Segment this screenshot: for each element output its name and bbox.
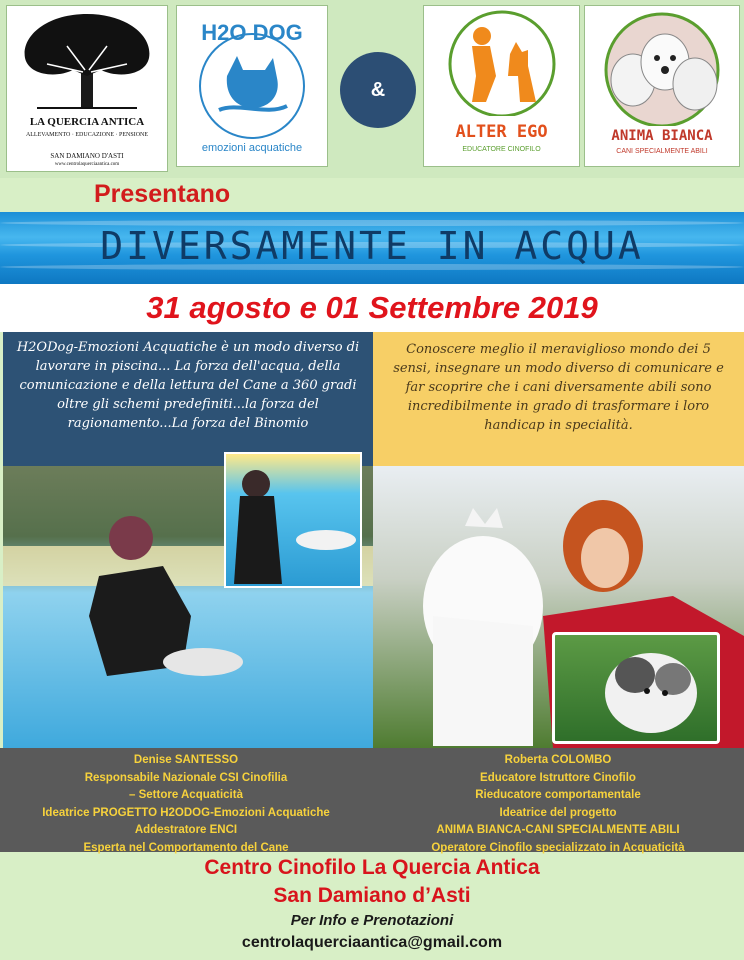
center-town: San Damiano d’Asti: [273, 884, 471, 907]
ampersand-badge: &: [340, 52, 416, 128]
credits-denise: [0, 752, 372, 857]
credit-line: Esperta nel Comportamento del Cane: [83, 841, 289, 854]
h2odog-description: H2ODog-Emozioni Acquatiche è un modo diverso di lavorare in piscina... La forza dell'acqua, della comunicazione e della lettura del Cane a 360 gradi oltre gli schemi predefiniti...la forza del ragionamento...La forza del Binomio: [3, 332, 373, 466]
person-with-dog-icon: [424, 6, 579, 116]
la-quercia-antica-logo: [6, 5, 168, 172]
footer: [0, 852, 744, 960]
event-title: DIVERSAMENTE IN ACQUA: [100, 224, 644, 268]
title-banner: [0, 212, 744, 284]
credit-line: Ideatrice PROGETTO H2ODOG-Emozioni Acquatiche: [42, 806, 330, 819]
h2o-tagline: emozioni acquatiche: [201, 142, 303, 154]
alter-ego-logo: [423, 5, 580, 167]
credit-line: Responsabile Nazionale CSI Cinofilia: [84, 771, 288, 784]
credit-line: Rieducatore comportamentale: [475, 789, 641, 801]
credit-line: ANIMA BIANCA-CANI SPECIALMENTE ABILI: [436, 824, 680, 836]
alter-name: ALTER EGO: [455, 122, 548, 142]
center-name: Centro Cinofilo La Quercia Antica: [204, 856, 540, 879]
white-dogs-icon: [585, 6, 739, 126]
info-label: Per Info e Prenotazioni: [290, 912, 454, 929]
quercia-site: www.centrolaquerciaantica.com: [54, 162, 120, 167]
event-date: 31 agosto e 01 Settembre 2019: [0, 284, 744, 332]
credits-panel: [0, 748, 744, 852]
anima-tagline: CANI SPECIALMENTE ABILI: [616, 148, 708, 155]
h2o-name: H2O DOG: [201, 20, 303, 45]
credit-line: Operatore Cinofilo specializzato in Acquaticità: [431, 841, 685, 854]
alter-tagline: EDUCATORE CINOFILO: [462, 146, 541, 153]
credit-line: Educatore Istruttore Cinofilo: [480, 771, 636, 784]
quercia-name: LA QUERCIA ANTICA: [29, 116, 145, 128]
logo-strip: [0, 0, 744, 178]
credit-line: Ideatrice del progetto: [499, 806, 617, 819]
quercia-tagline: ALLEVAMENTO · EDUCAZIONE · PENSIONE: [25, 132, 149, 138]
anima-bianca-description: Conoscere meglio il meraviglioso mondo dei 5 sensi, insegnare un modo diverso di comunicare e far scoprire che i cani diversamente abili sono incredibilmente in grado di trasformare i loro handicap in specialità.: [373, 332, 744, 466]
credit-line: Roberta COLOMBO: [504, 754, 612, 766]
puppy-inset-photo: [552, 632, 720, 744]
oak-tree-icon: [7, 6, 167, 116]
pool-inset-photo: [224, 452, 362, 588]
credit-line: – Settore Acquaticità: [129, 789, 243, 801]
credits-roberta: [372, 752, 744, 857]
contact-email[interactable]: centrolaquerciaantica@gmail.com: [241, 934, 503, 951]
credit-line: Denise SANTESSO: [133, 754, 239, 766]
anima-bianca-logo: [584, 5, 740, 167]
presents-label: Presentano: [94, 180, 231, 208]
h2o-dog-logo: [176, 5, 328, 167]
credit-line: Addestratore ENCI: [134, 824, 238, 836]
anima-name: ANIMA BIANCA: [611, 128, 713, 144]
quercia-place: SAN DAMIANO D'ASTI: [50, 152, 124, 160]
dog-head-icon: [227, 56, 278, 108]
